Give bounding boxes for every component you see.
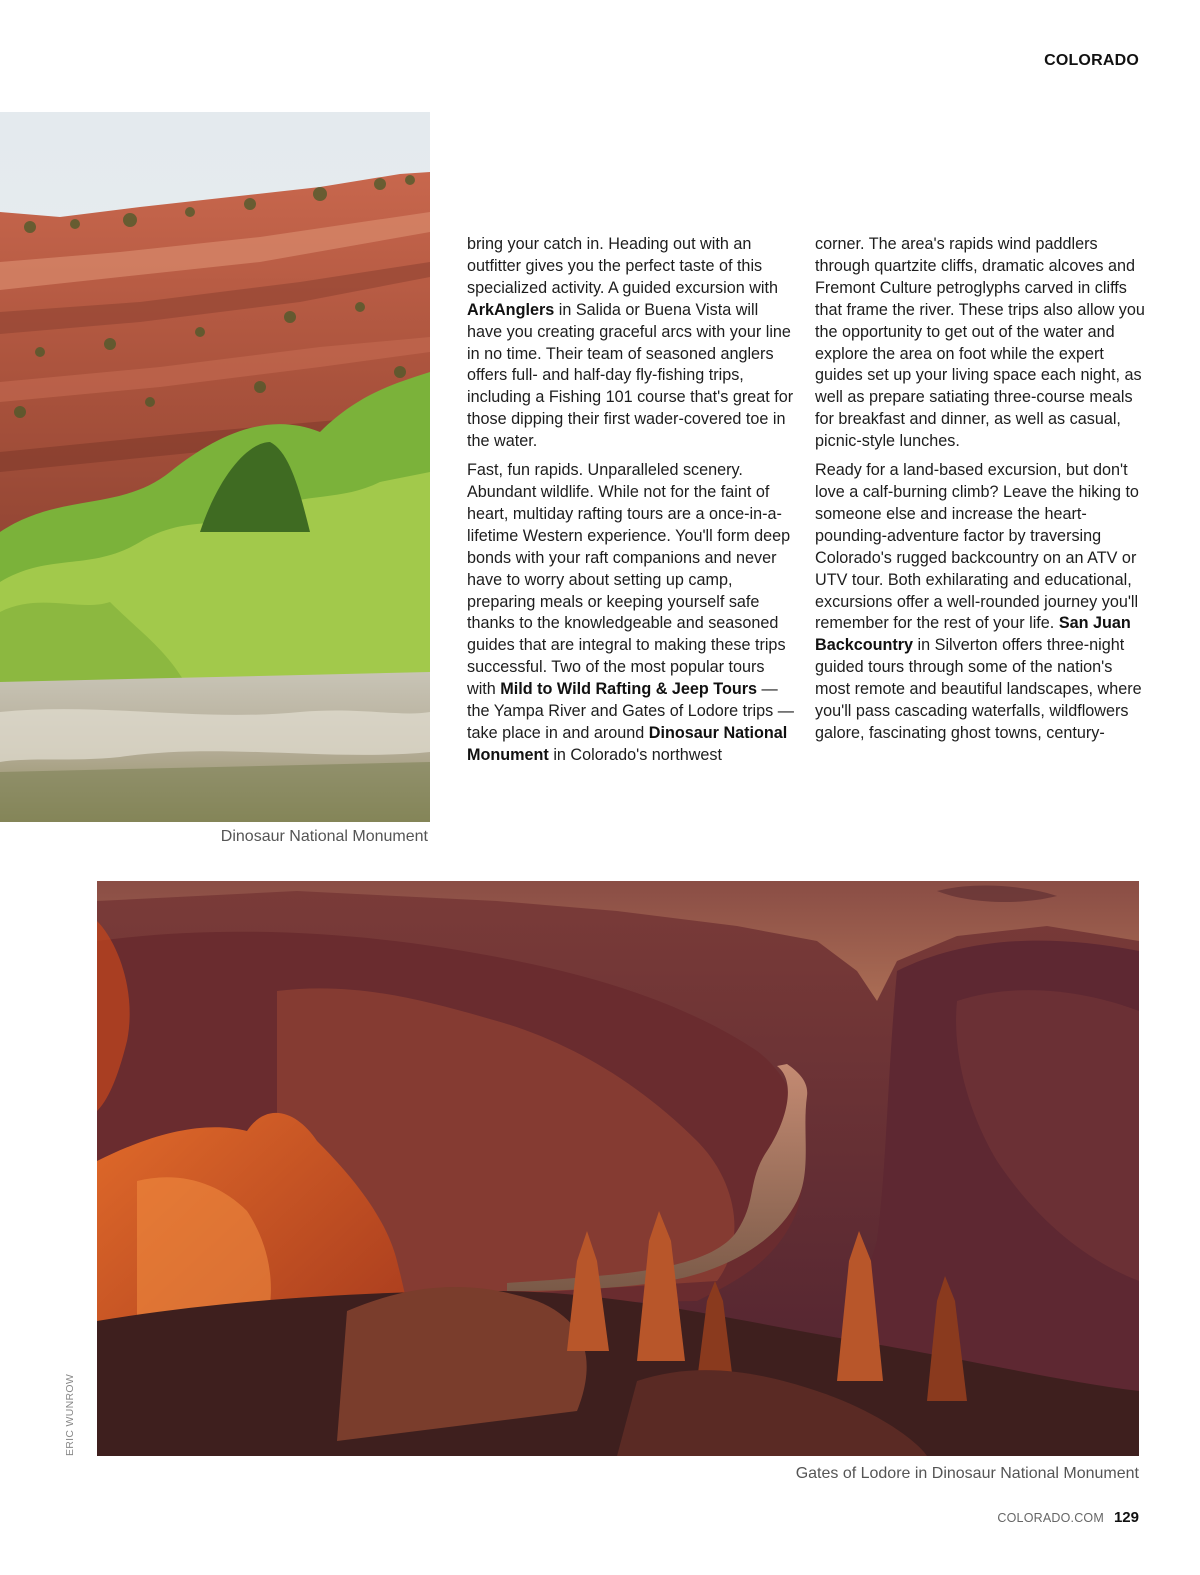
photo-dinosaur-national-monument [0,112,430,822]
section-label: COLORADO [1044,52,1139,69]
caption-bottom-photo: Gates of Lodore in Dinosaur National Monument [795,1465,1139,1482]
article-column-2 [815,234,1145,752]
photo-gates-of-lodore [97,881,1139,1456]
paragraph: Ready for a land-based excursion, but don't love a calf-burning climb? Leave the hiking to someone else and increase the heart-pounding-adventure factor by traversing Colorado's rugged backcountry on an ATV or UTV tour. Both exhilarating and educational, excursions offer a well-rounded journey you'll remember for the rest of your life. San Juan Backcountry in Silverton offers three-night guided tours through some of the nation's most remote and beautiful landscapes, where you'll pass cascading waterfalls, wildflowers galore, fascinating ghost towns, century- [815,461,1142,742]
page-footer [997,1509,1139,1526]
caption-top-photo: Dinosaur National Monument [220,828,428,845]
paragraph: Fast, fun rapids. Unparalleled scenery. Abundant wildlife. While not for the faint of heart, multiday rafting tours are a once-in-a-lifetime Western experience. You'll form deep bonds with your raft companions and never have to worry about setting up camp, preparing meals or keeping yourself safe thanks to the knowledgeable and seasoned guides that are integral to making these trips successful. Two of the most popular tours with Mild to Wild Rafting & Jeep Tours — the Yampa River and Gates of Lodore trips — take place in and around Dinosaur National Monument in Colorado's northwest [467,461,794,764]
article-column-1 [467,234,797,774]
paragraph: bring your catch in. Heading out with an outfitter gives you the perfect taste of this specialized activity. A guided excursion with ArkAnglers in Salida or Buena Vista will have you creating graceful arcs with your line in no time. Their team of seasoned anglers offers full- and half-day fly-fishing trips, including a Fishing 101 course that's great for those dipping their first wader-covered toe in the water. [467,235,794,451]
photo-credit: ERIC WUNROW [64,1373,76,1456]
footer-site: COLORADO.COM [997,1511,1104,1525]
paragraph: corner. The area's rapids wind paddlers through quartzite cliffs, dramatic alcoves and Fremont Culture petroglyphs carved in cliffs that frame the river. These trips also allow you the opportunity to get out of the water and explore the area on foot while the expert guides set up your living space each night, as well as prepare satiating three-course meals for breakfast and dinner, as well as casual, picnic-style lunches. [815,235,1145,451]
page-number: 129 [1113,1509,1139,1526]
